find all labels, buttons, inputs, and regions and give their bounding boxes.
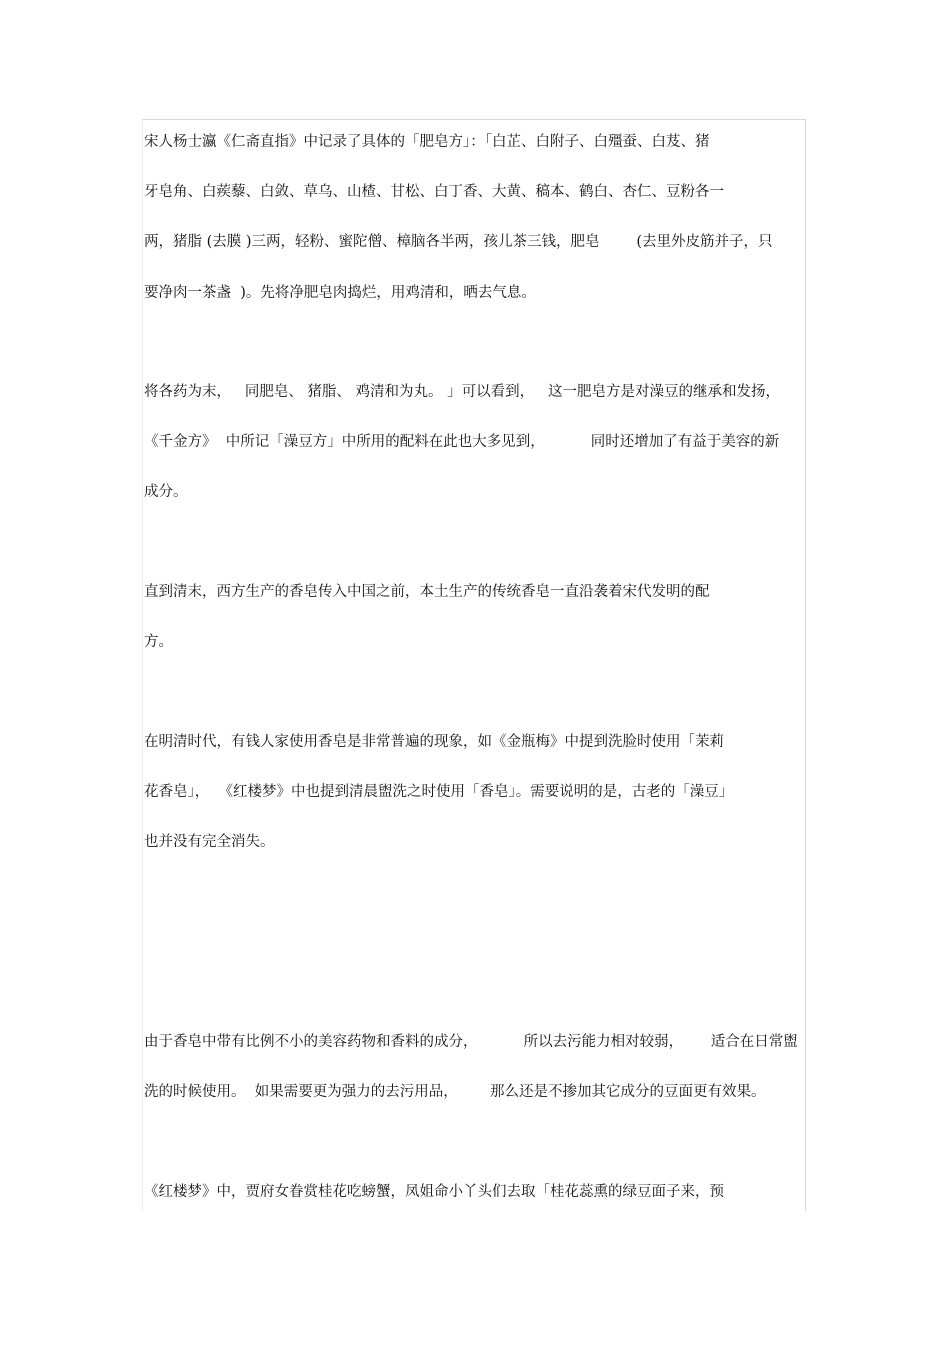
text-line: 宋人杨士瀛《仁斋直指》中记录了具体的「肥皂方」：「白芷、白附子、白殭蚕、白芨、猪	[144, 134, 710, 150]
text-line: 成分。	[144, 484, 188, 500]
text-line: 由于香皂中带有比例不小的美容药物和香料的成分， 所以去污能力相对较弱， 适合在日常盥	[144, 1034, 798, 1050]
text-line: 两，猪脂 (去膜 )三两，轻粉、蜜陀僧、樟脑各半两，孩儿茶三钱，肥皂 (去里外皮筋并子，只	[144, 234, 773, 250]
text-line: 《千金方》 中所记「澡豆方」中所用的配料在此也大多见到， 同时还增加了有益于美容的新	[144, 434, 780, 450]
text-line: 直到清末，西方生产的香皂传入中国之前，本土生产的传统香皂一直沿袭着宋代发明的配	[144, 584, 710, 600]
text-line: 在明清时代，有钱人家使用香皂是非常普遍的现象，如《金瓶梅》中提到洗脸时使用「茉莉	[144, 734, 724, 750]
text-line: 也并没有完全消失。	[144, 834, 275, 850]
text-line: 将各药为末， 同肥皂、 猪脂、 鸡清和为丸。 」可以看到， 这一肥皂方是对澡豆的继承和发扬，	[144, 384, 780, 400]
text-line: 牙皂角、白蒺藜、白敛、草乌、山楂、甘松、白丁香、大黄、稿本、鹤白、杏仁、豆粉各一	[144, 184, 724, 200]
text-line: 花香皂」， 《红楼梦》中也提到清晨盥洗之时使用「香皂」。需要说明的是，古老的「澡豆」	[144, 784, 734, 800]
text-line: 《红楼梦》中，贾府女眷赏桂花吃螃蟹，凤姐命小丫头们去取「桂花蕊熏的绿豆面子来，预	[144, 1184, 724, 1200]
text-line: 方。	[144, 634, 173, 650]
text-line: 要净肉一茶盏 )。先将净肥皂肉捣烂，用鸡清和，晒去气息。	[144, 285, 536, 301]
text-line: 洗的时候使用。 如果需要更为强力的去污用品， 那么还是不掺加其它成分的豆面更有效果。	[144, 1084, 766, 1100]
